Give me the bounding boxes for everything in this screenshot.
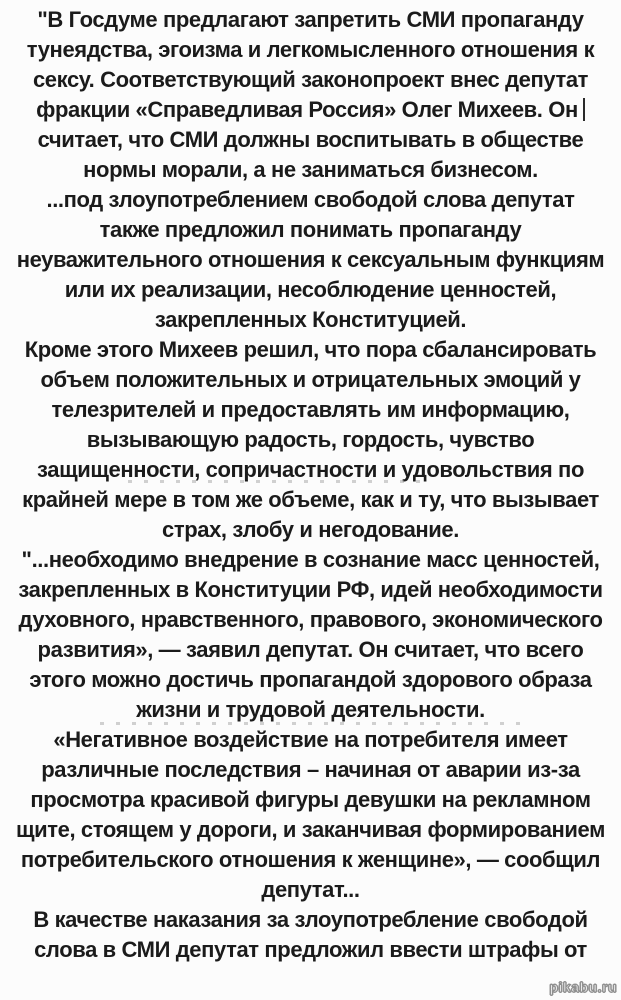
text-line-content: фракции «Справедливая Россия» Олег Михеев. Он bbox=[36, 97, 578, 122]
text-line bbox=[0, 395, 621, 425]
article-text-block bbox=[0, 5, 621, 965]
stitch-artifact bbox=[100, 722, 530, 725]
text-line-content: нормы морали, а не заниматься бизнесом. bbox=[83, 157, 538, 182]
text-line-content: депутат... bbox=[261, 877, 360, 902]
text-line-content: также предложил понимать пропаганду bbox=[99, 217, 522, 242]
text-cursor bbox=[583, 98, 585, 121]
text-line bbox=[0, 785, 621, 815]
text-line-content: закрепленных Конституцией. bbox=[154, 307, 467, 332]
text-line bbox=[0, 155, 621, 185]
text-line-content: развития», — заявил депутат. Он считает, что всего bbox=[37, 637, 584, 662]
text-line bbox=[0, 605, 621, 635]
text-line-content: или их реализации, несоблюдение ценностей, bbox=[64, 277, 557, 302]
text-line-content: неуважительного отношения к сексуальным функциям bbox=[16, 247, 605, 272]
text-line bbox=[0, 635, 621, 665]
text-line bbox=[0, 275, 621, 305]
text-line-content: Кроме этого Михеев решил, что пора сбалансировать bbox=[24, 337, 597, 362]
text-line-content: "...необходимо внедрение в сознание масс ценностей, bbox=[21, 547, 600, 572]
text-line-content: сексу. Соответствующий законопроект внес депутат bbox=[32, 67, 589, 92]
text-line bbox=[0, 95, 621, 125]
text-line bbox=[0, 515, 621, 545]
text-line bbox=[0, 35, 621, 65]
text-line bbox=[0, 335, 621, 365]
text-line-content: страх, злобу и негодование. bbox=[162, 517, 459, 542]
text-line bbox=[0, 725, 621, 755]
text-line bbox=[0, 935, 621, 965]
text-line bbox=[0, 815, 621, 845]
text-line-content: щите, стоящем у дороги, и заканчивая формированием bbox=[16, 817, 605, 842]
stitch-artifact bbox=[128, 480, 428, 483]
text-line bbox=[0, 905, 621, 935]
text-line bbox=[0, 485, 621, 515]
text-line bbox=[0, 575, 621, 605]
text-line-content: жизни и трудовой деятельности. bbox=[136, 697, 485, 722]
text-line-content: различные последствия – начиная от аварии из-за bbox=[41, 757, 580, 782]
text-line-content: вызывающую радость, гордость, чувство bbox=[86, 427, 535, 452]
text-line bbox=[0, 5, 621, 35]
text-line-content: крайней мере в том же объеме, как и ту, что вызывает bbox=[22, 487, 599, 512]
text-line bbox=[0, 545, 621, 575]
text-line-content: слова в СМИ депутат предложил ввести штрафы от bbox=[34, 937, 587, 962]
text-line-content: В качестве наказания за злоупотребление свободой bbox=[33, 907, 588, 932]
text-line-content: духовного, нравственного, правового, экономического bbox=[18, 607, 603, 632]
text-line bbox=[0, 185, 621, 215]
text-line-content: ...под злоупотреблением свободой слова депутат bbox=[46, 187, 575, 212]
text-line bbox=[0, 215, 621, 245]
text-line bbox=[0, 755, 621, 785]
text-line bbox=[0, 695, 621, 725]
text-line-content: просмотра красивой фигуры девушки на рекламном bbox=[30, 787, 591, 812]
text-line bbox=[0, 125, 621, 155]
text-line bbox=[0, 845, 621, 875]
text-line bbox=[0, 65, 621, 95]
text-line-content: «Негативное воздействие на потребителя имеет bbox=[53, 727, 568, 752]
text-line-content: защищенности, сопричастности и удовольствия по bbox=[37, 457, 584, 482]
text-line bbox=[0, 305, 621, 335]
pikabu-watermark: pikabu.ru bbox=[549, 979, 617, 995]
text-line-content: "В Госдуме предлагают запретить СМИ пропаганду bbox=[37, 7, 584, 32]
text-line-content: закрепленных в Конституции РФ, идей необходимости bbox=[18, 577, 603, 602]
text-line bbox=[0, 665, 621, 695]
text-line-content: телезрителей и предоставлять им информацию, bbox=[51, 397, 570, 422]
text-line-content: считает, что СМИ должны воспитывать в обществе bbox=[37, 127, 584, 152]
text-line-content: тунеядства, эгоизма и легкомысленного отношения к bbox=[26, 37, 595, 62]
text-line-content: объем положительных и отрицательных эмоций у bbox=[40, 367, 581, 392]
text-line bbox=[0, 245, 621, 275]
text-line bbox=[0, 425, 621, 455]
text-line bbox=[0, 365, 621, 395]
text-line bbox=[0, 875, 621, 905]
text-line-content: потребительского отношения к женщине», — сообщил bbox=[20, 847, 601, 872]
text-line-content: этого можно достичь пропагандой здорового образа bbox=[29, 667, 592, 692]
